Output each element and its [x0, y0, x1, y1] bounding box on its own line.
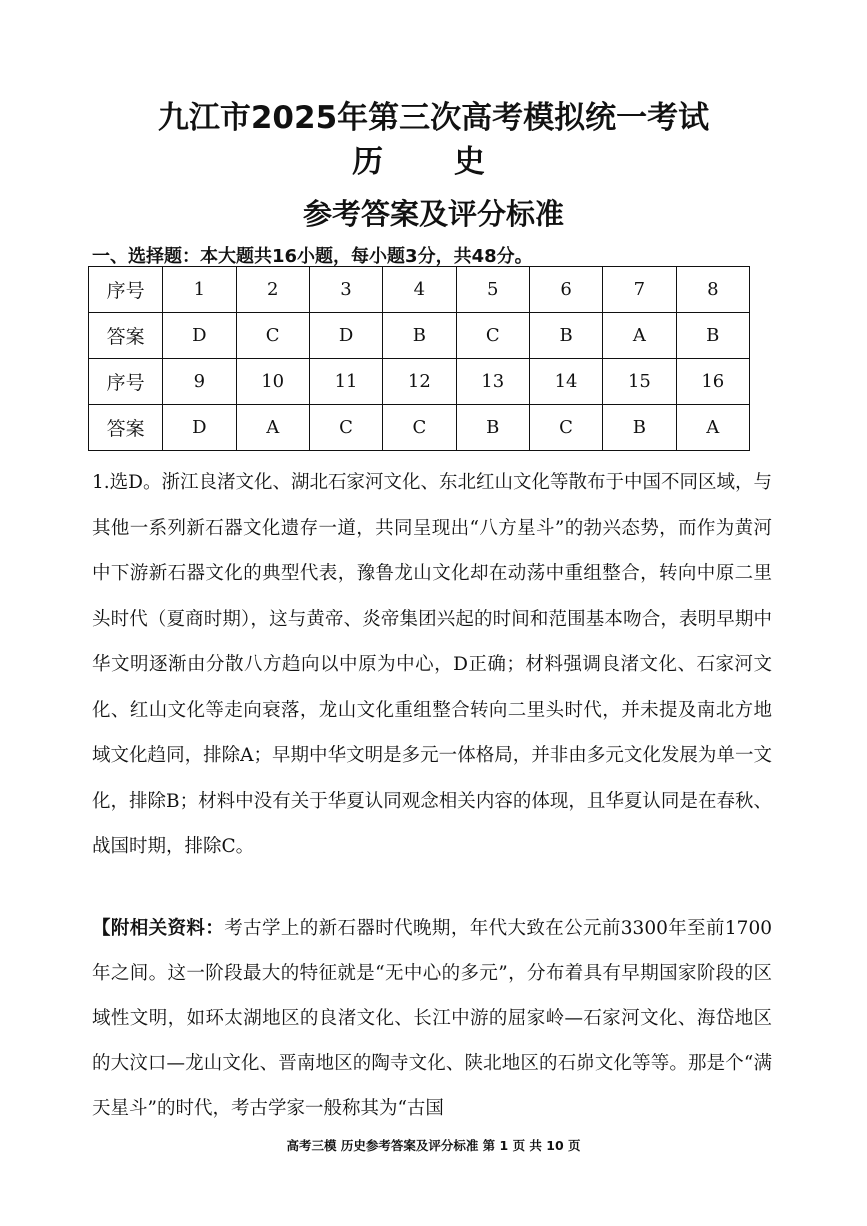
- number-cell: 9: [163, 359, 236, 405]
- answer-cell: C: [529, 405, 602, 451]
- section-heading: 一、选择题：本大题共16小题，每小题3分，共48分。: [92, 246, 533, 267]
- number-cell: 2: [236, 267, 309, 313]
- number-cell: 4: [383, 267, 456, 313]
- number-cell: 10: [236, 359, 309, 405]
- answer-cell: B: [456, 405, 529, 451]
- answer-cell: B: [676, 313, 749, 359]
- table-row: [89, 359, 750, 405]
- answer-row-label: 答案: [89, 405, 163, 451]
- number-cell: 16: [676, 359, 749, 405]
- explanation-paragraph: 1.选D。浙江良渚文化、湖北石家河文化、东北红山文化等散布于中国不同区域，与其他一系列新石器文化遗存一道，共同呈现出“八方星斗”的勃兴态势，而作为黄河中下游新石器文化的典型代表，豫鲁龙山文化却在动荡中重组整合，转向中原二里头时代（夏商时期），这与黄帝、炎帝集团兴起的时间和范围基本吻合，表明早期中华文明逐渐由分散八方趋向以中原为中心，D正确；材料强调良渚文化、石家河文化、红山文化等走向衰落，龙山文化重组整合转向二里头时代，并未提及南北方地域文化趋同，排除A；早期中华文明是多元一体格局，并非由多元文化发展为单一文化，排除B；材料中没有关于华夏认同观念相关内容的体现，且华夏认同是在春秋、战国时期，排除C。: [92, 472, 772, 857]
- number-cell: 8: [676, 267, 749, 313]
- number-cell: 14: [529, 359, 602, 405]
- answer-cell: D: [163, 313, 236, 359]
- answer-cell: B: [603, 405, 676, 451]
- answer-cell: D: [309, 313, 382, 359]
- number-cell: 1: [163, 267, 236, 313]
- answer-row-label: 答案: [89, 313, 163, 359]
- number-cell: 3: [309, 267, 382, 313]
- answer-cell: C: [383, 405, 456, 451]
- number-cell: 12: [383, 359, 456, 405]
- answer-cell: B: [383, 313, 456, 359]
- table-row: [89, 313, 750, 359]
- number-cell: 11: [309, 359, 382, 405]
- answer-cell: C: [236, 313, 309, 359]
- number-cell: 15: [603, 359, 676, 405]
- answer-cell: B: [529, 313, 602, 359]
- answer-table: [88, 266, 750, 451]
- appendix-text: 考古学上的新石器时代晚期，年代大致在公元前3300年至前1700年之间。这一阶段最大的特征就是“无中心的多元”，分布着具有早期国家阶段的区域性文明，如环太湖地区的良渚文化、长江中游的屈家岭—石家河文化、海岱地区的大汶口—龙山文化、晋南地区的陶寺文化、陕北地区的石峁文化等等。那是个“满天星斗”的时代，考古学家一般称其为“古国: [92, 918, 772, 1119]
- exam-title: 九江市2025年第三次高考模拟统一考试: [157, 100, 710, 136]
- answer-cell: A: [236, 405, 309, 451]
- number-cell: 5: [456, 267, 529, 313]
- answer-cell: A: [603, 313, 676, 359]
- table-row: [89, 405, 750, 451]
- table-row: [89, 267, 750, 313]
- page-footer: 高考三模 历史参考答案及评分标准 第 1 页 共 10 页: [286, 1138, 581, 1153]
- number-cell: 13: [456, 359, 529, 405]
- subject-title: 历 史: [352, 144, 515, 180]
- answer-cell: D: [163, 405, 236, 451]
- appendix-paragraph: [92, 906, 772, 1131]
- answer-cell: C: [309, 405, 382, 451]
- appendix-label: 【附相关资料：: [92, 918, 225, 939]
- number-row-label: 序号: [89, 267, 163, 313]
- number-cell: 6: [529, 267, 602, 313]
- answer-cell: C: [456, 313, 529, 359]
- number-row-label: 序号: [89, 359, 163, 405]
- number-cell: 7: [603, 267, 676, 313]
- answer-cell: A: [676, 405, 749, 451]
- answer-key-title: 参考答案及评分标准: [302, 197, 564, 231]
